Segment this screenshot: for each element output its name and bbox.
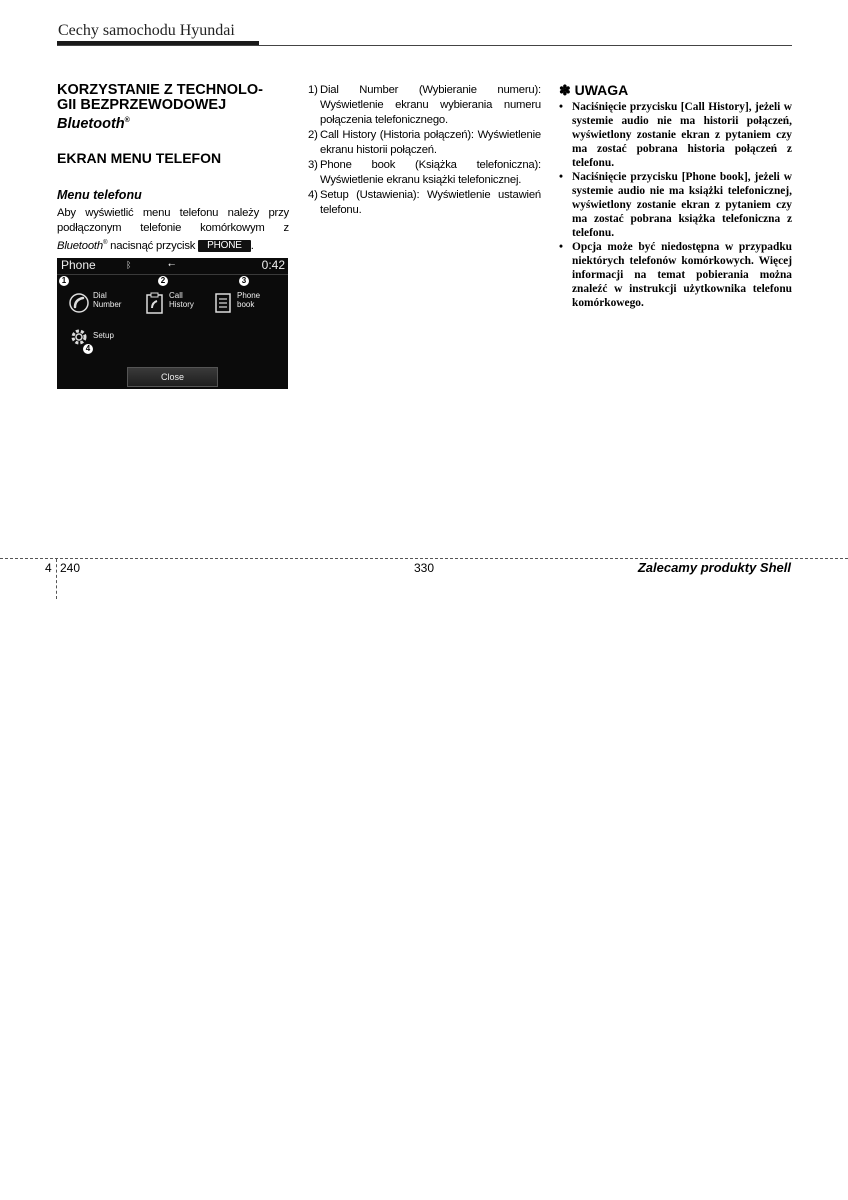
menu-label: Menu telefonu: [57, 188, 142, 202]
section-title-line1: KORZYSTANIE Z TECHNOLO-: [57, 82, 263, 98]
bullet-mark: •: [559, 101, 563, 113]
bluetooth-word: Bluetooth: [57, 115, 125, 132]
list-item: [308, 188, 541, 218]
note-bullet: [559, 170, 792, 240]
list-text: Call History (Historia połączeń): Wyświetlenie ekranu historii połączeń.: [320, 129, 541, 156]
bullet-mark: •: [559, 241, 563, 253]
footer-slogan: Zalecamy produkty Shell: [637, 560, 791, 575]
bluetooth-icon: ᛒ: [126, 260, 132, 270]
setup-label: Setup: [93, 331, 114, 340]
call-history-icon: [145, 292, 165, 314]
history-label-l2: History: [169, 299, 194, 309]
list-text: Dial Number (Wybieranie numeru): Wyświetlenie ekranu wybierania numeru połączenia telefonicznego.: [320, 84, 541, 126]
sheet-number: 330: [414, 561, 435, 575]
list-number: 2): [308, 129, 318, 141]
subsection-title: EKRAN MENU TELEFON: [57, 150, 222, 166]
dial-label-l2: Number: [93, 299, 122, 309]
header-rule: [57, 45, 792, 46]
list-item: [308, 158, 541, 188]
para-text-end: .: [250, 239, 254, 252]
dial-number-label: [93, 292, 121, 309]
page-number: 240: [60, 561, 81, 575]
phone-menu-screen: [57, 258, 288, 389]
list-item: [308, 83, 541, 128]
screen-title: Phone: [61, 258, 96, 272]
call-history-label: [169, 292, 194, 309]
list-text: Phone book (Książka telefoniczna): Wyświetlenie ekranu książki telefonicznej.: [320, 159, 541, 186]
note-text: Opcja może być niedostępna w przypadku niektórych telefonów komórkowych. Więcej informacji na temat pobierania można znaleźć w instrukcji użytkownika telefonu komórkowego.: [572, 241, 792, 309]
footer-rule: [0, 558, 848, 559]
bullet-mark: •: [559, 171, 563, 183]
history-label-l1: Call: [169, 291, 183, 300]
list-text: Setup (Ustawienia): Wyświetlenie ustawień telefonu.: [320, 189, 541, 216]
section-title-line2: GII BEZPRZEWODOWEJ: [57, 97, 227, 113]
callout-2: 2: [158, 276, 168, 286]
usb-icon: ⭠: [168, 259, 176, 269]
phone-handset-icon: [69, 292, 89, 314]
para-bt-word: Bluetooth: [57, 239, 103, 252]
menu-description-list: [308, 83, 541, 218]
book-label-l2: book: [237, 299, 255, 309]
close-button[interactable]: Close: [127, 367, 218, 387]
phone-key-label: PHONE: [198, 240, 251, 252]
list-number: 4): [308, 189, 318, 201]
note-title: ✽ UWAGA: [559, 82, 629, 98]
footer-divider: [56, 559, 57, 599]
para-text-2: nacisnąć przycisk: [107, 239, 199, 252]
section-title: [57, 83, 289, 132]
section-title-line3: [57, 113, 289, 132]
intro-paragraph: [57, 206, 289, 254]
note-bullet: [559, 240, 792, 310]
dial-label-l1: Dial: [93, 291, 107, 300]
note-list: [559, 100, 792, 310]
list-number: 3): [308, 159, 318, 171]
running-header: Cechy samochodu Hyundai: [58, 22, 235, 39]
book-label-l1: Phone: [237, 291, 261, 300]
list-number: 1): [308, 84, 318, 96]
note-text: Naciśnięcie przycisku [Call History], jeżeli w systemie audio nie ma historii połączeń, wyświetlony zostanie ekran z pytaniem czy ma zostać pobrana historia połączeń z telefonu.: [572, 101, 792, 169]
para-text-1: Aby wyświetlić menu telefonu należy przy podłączonym telefonie komórkowym z: [57, 207, 289, 234]
registered-mark: ®: [124, 117, 130, 124]
chapter-number: 4: [45, 561, 52, 575]
list-item: [308, 128, 541, 158]
note-bullet: [559, 100, 792, 170]
note-text: Naciśnięcie przycisku [Phone book], jeżeli w systemie audio nie ma książki telefonicznej, wyświetlony zostanie ekran z pytaniem czy ma zostać pobrana książka telefoniczna z telefonu.: [572, 171, 792, 239]
section-heading: [57, 83, 289, 132]
callout-3: 3: [239, 276, 249, 286]
phone-book-label: [237, 292, 260, 309]
para-bluetooth: [57, 240, 107, 252]
phonebook-icon: [213, 292, 233, 314]
screen-status-bar: [57, 258, 288, 275]
para-reg-mark: ®: [102, 240, 108, 246]
callout-4: 4: [83, 344, 93, 354]
screen-clock: 0:42: [261, 258, 285, 272]
callout-1: 1: [59, 276, 69, 286]
